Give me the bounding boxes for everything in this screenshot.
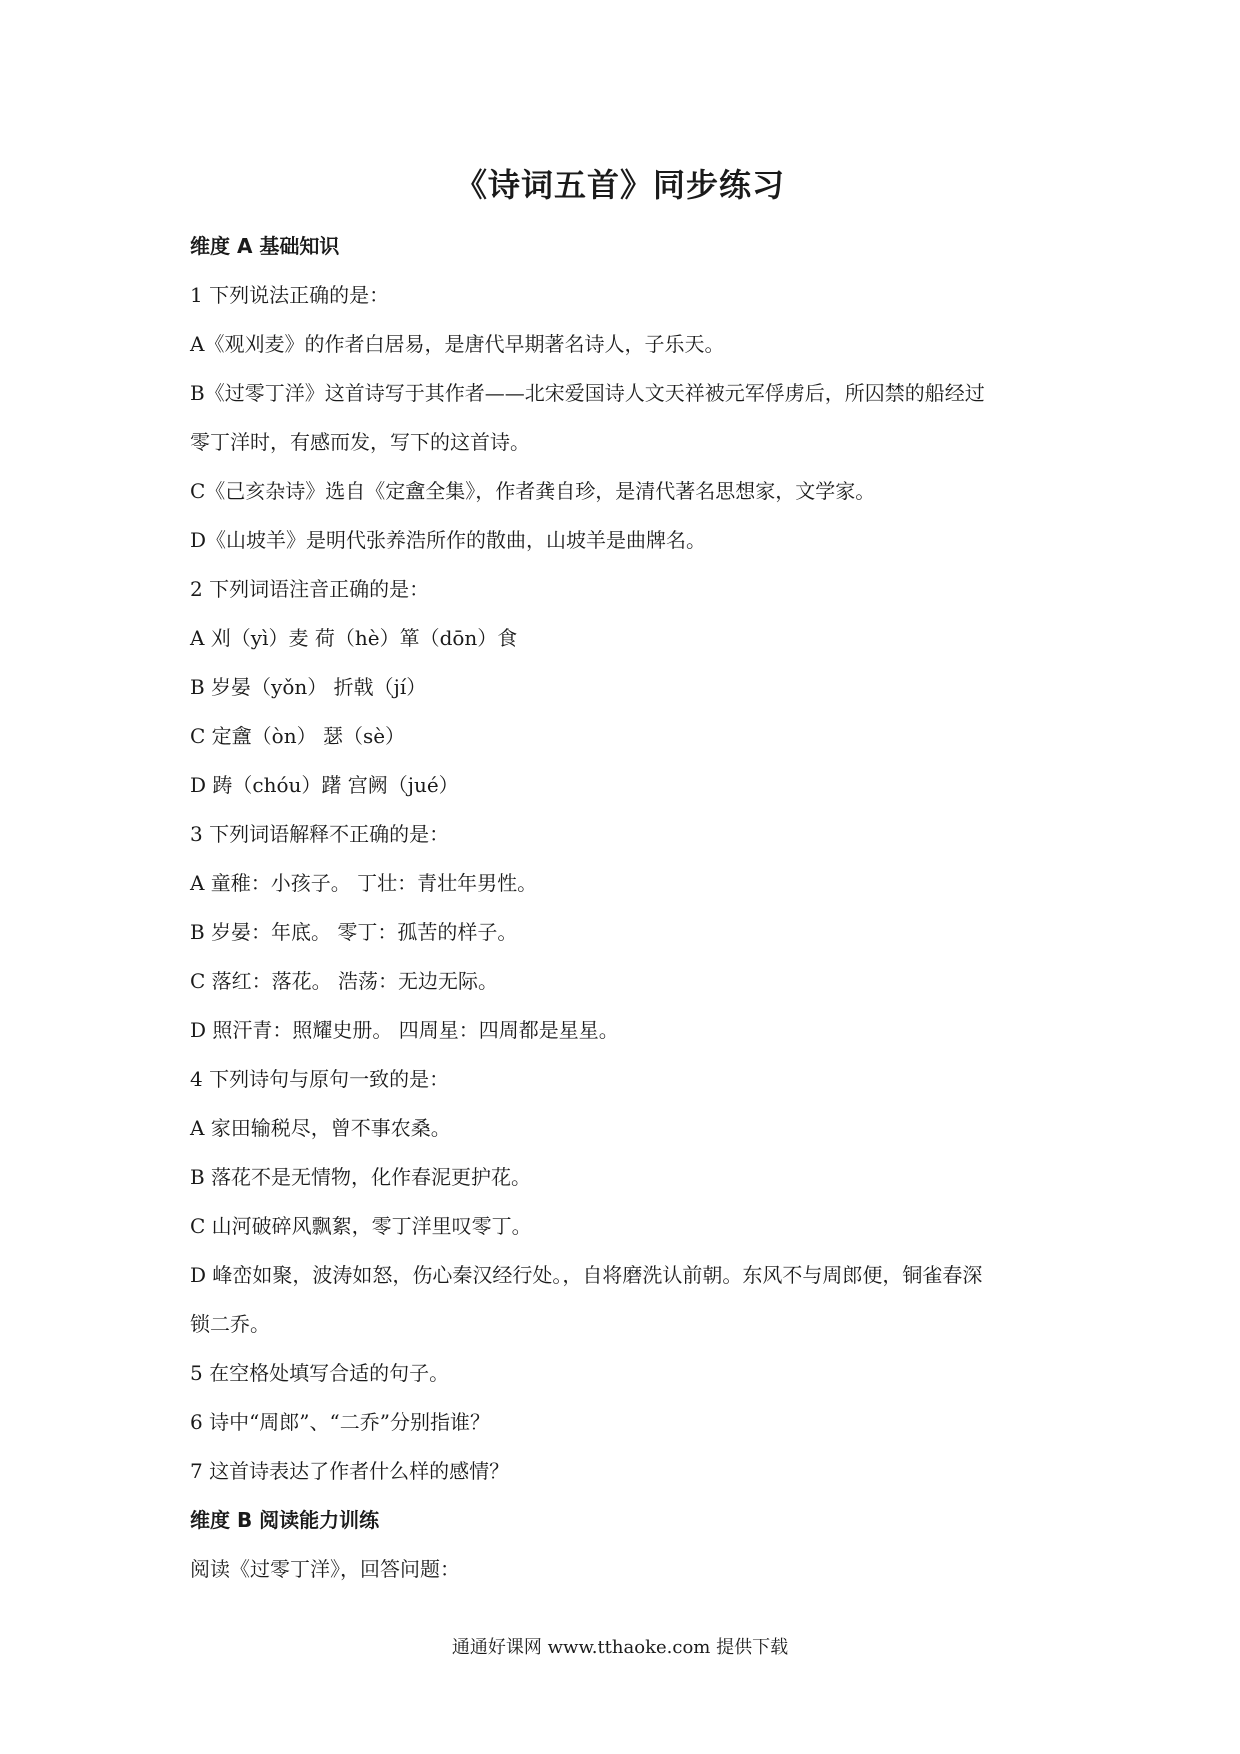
question-2-option-a: A 刈（yì）麦 荷（hè）箪（dōn）食 <box>190 626 518 650</box>
question-3-stem: 3 下列词语解释不正确的是： <box>190 822 450 846</box>
question-3-option-d: D 照汗青：照耀史册。 四周星：四周都是星星。 <box>190 1018 619 1042</box>
question-1-option-b-line-2: 零丁洋时，有感而发，写下的这首诗。 <box>190 430 530 454</box>
page-footer: 通通好课网 www.tthaoke.com 提供下载 <box>451 1637 789 1658</box>
question-4-option-d-line-2: 锁二乔。 <box>190 1312 270 1336</box>
question-2-option-b: B 岁晏（yǒn） 折戟（jí） <box>190 675 427 699</box>
question-3-option-c: C 落红：落花。 浩荡：无边无际。 <box>190 969 499 993</box>
question-1-option-b-line-1: B《过零丁洋》这首诗写于其作者——北宋爱国诗人文天祥被元军俘虏后，所囚禁的船经过 <box>190 381 985 405</box>
section-heading-a: 维度 A 基础知识 <box>190 234 340 258</box>
question-4-option-d-line-1: D 峰峦如聚，波涛如怒，伤心秦汉经行处。，自将磨洗认前朝。东风不与周郎便，铜雀春深 <box>190 1263 983 1287</box>
question-7-stem: 7 这首诗表达了作者什么样的感情？ <box>190 1459 510 1483</box>
section-heading-b: 维度 B 阅读能力训练 <box>190 1508 380 1532</box>
reading-instruction: 阅读《过零丁洋》，回答问题： <box>190 1557 460 1581</box>
question-2-option-d: D 踌（chóu）躇 宫阙（jué） <box>190 773 459 797</box>
question-4-option-c: C 山河破碎风飘絮，零丁洋里叹零丁。 <box>190 1214 532 1238</box>
question-2-option-c: C 定盦（òn） 瑟（sè） <box>190 724 406 748</box>
question-1-option-c: C《己亥杂诗》选自《定盦全集》，作者龚自珍，是清代著名思想家，文学家。 <box>190 479 876 503</box>
page-title: 《诗词五首》同步练习 <box>454 166 785 204</box>
question-1-option-d: D《山坡羊》是明代张养浩所作的散曲，山坡羊是曲牌名。 <box>190 528 707 552</box>
question-1-stem: 1 下列说法正确的是： <box>190 283 390 307</box>
document-body <box>190 222 1070 1594</box>
question-3-option-b: B 岁晏：年底。 零丁：孤苦的样子。 <box>190 920 518 944</box>
question-1-option-a: A《观刈麦》的作者白居易，是唐代早期著名诗人，子乐天。 <box>190 332 725 356</box>
question-4-stem: 4 下列诗句与原句一致的是： <box>190 1067 450 1091</box>
question-6-stem: 6 诗中“周郎”、“二乔”分别指谁？ <box>190 1410 490 1434</box>
question-2-stem: 2 下列词语注音正确的是： <box>190 577 430 601</box>
question-5-stem: 5 在空格处填写合适的句子。 <box>190 1361 450 1385</box>
question-4-option-b: B 落花不是无情物，化作春泥更护花。 <box>190 1165 532 1189</box>
question-4-option-a: A 家田输税尽，曾不事农桑。 <box>190 1116 451 1140</box>
question-3-option-a: A 童稚：小孩子。 丁壮：青壮年男性。 <box>190 871 538 895</box>
